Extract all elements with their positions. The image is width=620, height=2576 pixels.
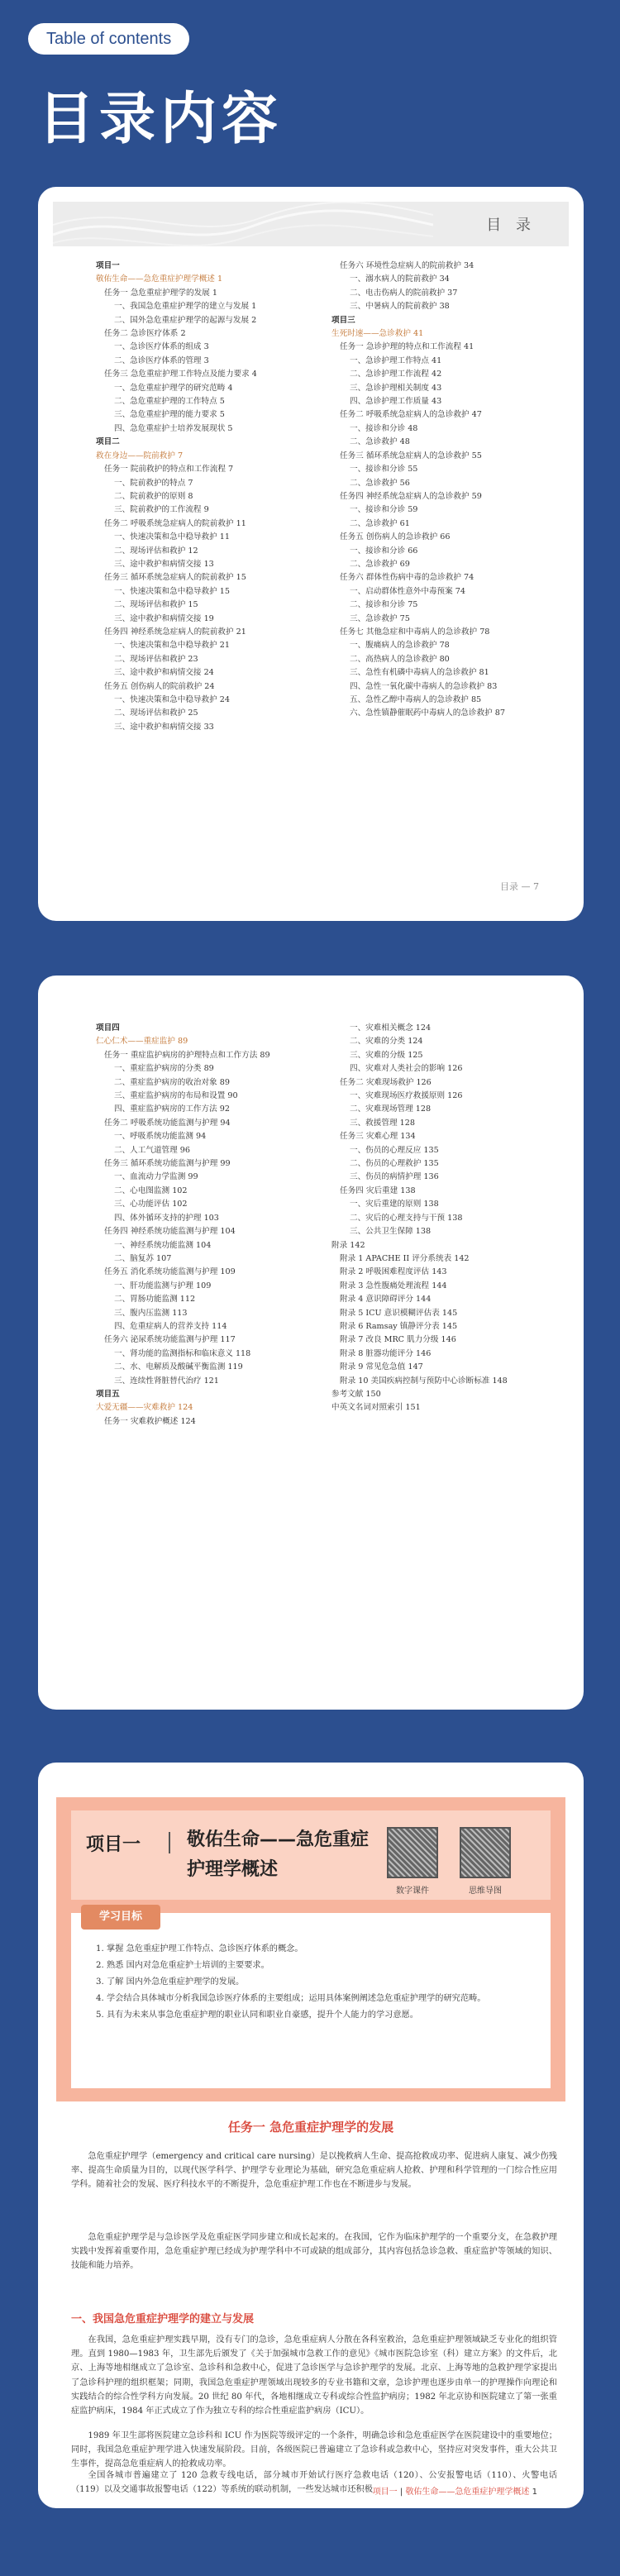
toc-entry[interactable]: 一、呼吸系统功能监测 94: [114, 1132, 207, 1142]
toc-entry[interactable]: 四、急诊护理工作质量 43: [350, 397, 442, 407]
toc-entry[interactable]: 二、急诊救护 61: [350, 518, 410, 528]
toc-entry[interactable]: 项目三: [331, 315, 355, 325]
toc-entry[interactable]: 任务二 呼吸系统急症病人的院前救护 11: [104, 518, 246, 528]
toc-entry[interactable]: 参考文献 150: [331, 1389, 381, 1399]
toc-entry[interactable]: 二、现场评估和救护 23: [114, 654, 198, 664]
toc-entry[interactable]: 任务一 急危重症护理学的发展 1: [104, 288, 217, 298]
toc-entry[interactable]: 一、急诊医疗体系的组成 3: [114, 342, 209, 352]
toc-entry[interactable]: 附录 5 ICU 意识模糊评估表 145: [340, 1308, 458, 1318]
chapter-header: [56, 1797, 565, 2101]
toc-entry[interactable]: 三、心功能评估 102: [114, 1200, 188, 1209]
toc-entry[interactable]: 一、灾难相关概念 124: [350, 1023, 432, 1033]
toc-entry[interactable]: 任务四 神经系统急症病人的急诊救护 59: [340, 491, 482, 501]
toc-entry[interactable]: 一、快速决策和急中稳导救护 15: [114, 586, 230, 596]
paragraph: 在我国，急危重症护理实践早期，没有专门的急诊，急危重症病人分散在各科室救治，急危重症护理领域缺乏专业化的组织管理。直到 1980—1983 年，卫生部先后颁发了《关于加强城市急救工作的意见》《城市医院急诊室（科）建立方案》的文件后，北京、上海等地相继成立了急诊室、急诊科和急救中心，促进了急诊医学与急诊护理学的发展。北京、上海等地的急救护理学家提出了急诊科护理的组织框架；同期，我国急危重症护理领域出现较多的专业书籍和文章，急诊护理也逐步由单一的护理操作向理论和实践结合的综合性学科方向发展。20 世纪 80 年代，各地相继成立专科或综合性监护病房；1982 年北京协和医院建立了第一张重症监护病床，1984 年正式成立了作为独立专科的综合性重症监护病房（ICU）。: [71, 2335, 557, 2416]
toc-entry[interactable]: 三、腹内压监测 113: [114, 1308, 188, 1318]
toc-entry[interactable]: 三、重症监护病房的布局和设置 90: [114, 1091, 238, 1101]
task-title: 任务一 急危重症护理学的发展: [227, 2120, 394, 2135]
toc-entry[interactable]: 任务三 急危重症护理工作特点及能力要求 4: [104, 370, 257, 379]
toc-entry[interactable]: 二、接诊和分诊 75: [350, 600, 418, 610]
toc-entry[interactable]: 任务四 神经系统功能监测与护理 104: [104, 1227, 236, 1237]
toc-entry[interactable]: 二、高热病人的急诊救护 80: [350, 654, 450, 664]
toc-entry[interactable]: 三、连续性肾脏替代治疗 121: [114, 1376, 219, 1386]
footer-page-number: 1: [532, 2488, 537, 2497]
toc-entry[interactable]: 二、心电图监测 102: [114, 1185, 188, 1195]
toc-badge: Table of contents: [28, 23, 189, 55]
toc-entry[interactable]: 四、危重症病人的营养支持 114: [114, 1321, 227, 1331]
chapter-page: [38, 1763, 584, 2508]
toc-header-band: [53, 202, 569, 246]
chapter-footer: 项目一 | 敬佑生命——急危重症护理学概述 1: [372, 2488, 537, 2497]
toc-entry[interactable]: 任务六 群体性伤病中毒的急诊救护 74: [340, 573, 475, 583]
toc-entry[interactable]: 一、接诊和分诊 59: [350, 505, 418, 515]
toc-entry[interactable]: 二、伤员的心理救护 135: [350, 1159, 439, 1169]
toc-entry[interactable]: 仁心仁术——重症监护 89: [96, 1037, 188, 1047]
toc-entry[interactable]: 一、启动群体性意外中毒预案 74: [350, 586, 465, 596]
paragraph: 1989 年卫生部将医院建立急诊科和 ICU 作为医院等级评定的一个条件，明确急诊和急危重症医学在医院建设中的重要地位；同时，我国急危重症护理学进入快速发展阶段。目前，各级医院已普遍建立了急诊科或急救中心，坚持应对突发事件，重大公共卫生事件，提高急危重症病人的抢救成功率。: [71, 2431, 557, 2469]
toc-entry[interactable]: 二、胃肠功能监测 112: [114, 1295, 196, 1305]
toc-entry[interactable]: 二、现场评估和救护 15: [114, 600, 198, 610]
toc-entry[interactable]: 二、现场评估和救护 25: [114, 708, 198, 718]
page-footer: 目录 — 7: [500, 881, 539, 892]
toc-entry[interactable]: 中英文名词对照索引 151: [331, 1403, 421, 1413]
toc-entry[interactable]: 二、急危重症护理的工作特点 5: [114, 397, 225, 407]
toc-entry[interactable]: 二、现场评估和救护 12: [114, 546, 198, 556]
toc-entry[interactable]: 三、途中救护和病情交接 24: [114, 668, 214, 678]
toc-entry[interactable]: 一、神经系统功能监测 104: [114, 1240, 212, 1250]
toc-entry[interactable]: 任务七 其他急症和中毒病人的急诊救护 78: [340, 627, 490, 637]
toc-entry[interactable]: 六、急性镇静催眠药中毒病人的急诊救护 87: [350, 708, 505, 718]
toc-entry[interactable]: 三、救援管理 128: [350, 1118, 415, 1128]
toc-entry[interactable]: 三、中暑病人的院前救护 38: [350, 302, 450, 312]
learning-goals-tag: 学习目标: [81, 1905, 160, 1930]
toc-column-right: [323, 1022, 551, 1429]
toc-entry[interactable]: 任务五 消化系统功能监测与护理 109: [104, 1267, 236, 1277]
toc-entry[interactable]: 任务四 灾后重建 138: [340, 1185, 416, 1195]
qr-label: 数字课件: [396, 1887, 429, 1896]
toc-entry[interactable]: 四、体外循环支持的护理 103: [114, 1213, 219, 1223]
toc-entry[interactable]: 二、灾难的分类 124: [350, 1037, 423, 1047]
toc-entry[interactable]: 任务一 重症监护病房的护理特点和工作方法 89: [104, 1050, 270, 1060]
chapter-project: 项目一: [86, 1834, 141, 1855]
toc-entry[interactable]: 四、急危重症护士培养发展现状 5: [114, 423, 233, 433]
qr-label: 思维导图: [469, 1887, 502, 1896]
paragraph: 急危重症护理学是与急诊医学及危重症医学同步建立和成长起来的。在我国，它作为临床护理学的一个重要分支，在急救护理实践中发挥着重要作用，急危重症护理已经成为护理学科中不可或缺的组成部分，其内容包括急诊急救、重症监护等领域的知识、技能和能力培养。: [71, 2233, 557, 2271]
decorative-swirl: [53, 202, 433, 246]
toc-entry[interactable]: 二、脑复苏 107: [114, 1253, 172, 1263]
toc-entry[interactable]: 四、灾难对人类社会的影响 126: [350, 1064, 463, 1074]
toc-entry[interactable]: 一、重症监护病房的分类 89: [114, 1064, 214, 1074]
toc-entry[interactable]: 附录 9 常见危急值 147: [340, 1362, 423, 1372]
toc-entry[interactable]: 二、水、电解质及酸碱平衡监测 119: [114, 1362, 243, 1372]
toc-entry[interactable]: 一、我国急危重症护理学的建立与发展 1: [114, 302, 257, 312]
toc-entry[interactable]: 二、灾难现场管理 128: [350, 1104, 432, 1114]
toc-entry[interactable]: 一、快速决策和急中稳导救护 24: [114, 695, 230, 704]
toc-entry[interactable]: 三、急性有机磷中毒病人的急诊救护 81: [350, 668, 489, 678]
toc-entry[interactable]: 附录 2 呼吸困难程度评估 143: [340, 1267, 447, 1277]
toc-entry[interactable]: 一、溺水病人的院前救护 34: [350, 274, 450, 284]
divider: [169, 1832, 170, 1853]
toc-entry[interactable]: 二、急诊救护 56: [350, 478, 410, 488]
footer-project: 项目一: [372, 2488, 398, 2497]
toc-entry[interactable]: 项目四: [96, 1023, 120, 1033]
toc-entry[interactable]: 四、急性一氧化碳中毒病人的急诊救护 83: [350, 681, 498, 691]
toc-entry[interactable]: 二、国外急危重症护理学的起源与发展 2: [114, 315, 257, 325]
toc-entry[interactable]: 五、急性乙醇中毒病人的急诊救护 85: [350, 695, 482, 704]
toc-entry[interactable]: 任务二 呼吸系统功能监测与护理 94: [104, 1118, 231, 1128]
toc-entry[interactable]: 一、接诊和分诊 55: [350, 465, 418, 475]
toc-entry[interactable]: 任务三 循环系统急症病人的院前救护 15: [104, 573, 246, 583]
toc-entry[interactable]: 附录 3 急性腹痛处理流程 144: [340, 1281, 447, 1290]
toc-entry[interactable]: 一、肝功能监测与护理 109: [114, 1281, 212, 1290]
goal-item: 4. 学会结合具体城市分析我国急诊医疗体系的主要组成；运用具体案例阐述急危重症护理学的研究范畴。: [96, 1994, 486, 2003]
toc-entry[interactable]: 三、急危重症护理的能力要求 5: [114, 410, 225, 420]
toc-entry[interactable]: 二、电击伤病人的院前救护 37: [350, 288, 458, 298]
toc-entry[interactable]: 一、急诊护理工作特点 41: [350, 355, 442, 365]
toc-entry[interactable]: 任务六 泌尿系统功能监测与护理 117: [104, 1335, 236, 1345]
toc-column-right: [323, 260, 551, 734]
page-title: 目录内容: [38, 87, 284, 152]
goal-item: 3. 了解 国内外急危重症护理学的发展。: [96, 1977, 245, 1987]
toc-entry[interactable]: 任务一 急诊护理的特点和工作流程 41: [340, 342, 475, 352]
toc-entry[interactable]: 附录 1 APACHE II 评分系统表 142: [340, 1253, 470, 1263]
toc-entry[interactable]: 一、腹痛病人的急诊救护 78: [350, 641, 450, 651]
toc-entry[interactable]: 任务五 创伤病人的院前救护 24: [104, 681, 215, 691]
toc-entry[interactable]: 二、急诊护理工作流程 42: [350, 370, 442, 379]
toc-column-left: [96, 1022, 323, 1429]
toc-entry[interactable]: 一、快速决策和急中稳导救护 11: [114, 532, 230, 542]
toc-entry[interactable]: 项目二: [96, 437, 120, 447]
footer-chapter: 敬佑生命——急危重症护理学概述: [405, 2488, 530, 2497]
toc-entry[interactable]: 一、伤员的心理反应 135: [350, 1145, 439, 1155]
toc-entry[interactable]: 任务五 创伤病人的急诊救护 66: [340, 532, 451, 542]
toc-entry[interactable]: 三、公共卫生保障 138: [350, 1227, 432, 1237]
toc-entry[interactable]: 二、急诊救护 48: [350, 437, 410, 447]
toc-entry[interactable]: 项目一: [96, 261, 120, 270]
paragraph: 急危重症护理学（emergency and critical care nursing）是以挽救病人生命、提高抢救成功率、促进病人康复、减少伤残率、提高生命质量为目的，以现代医学科学、护理学专业理论为基础，研究急危重症病人抢救、护理和科学管理的一门综合性应用学科。随着社会的发展、医疗科技水平的不断提升，急危重症护理工作也在不断进步与发展。: [71, 2152, 557, 2190]
goal-item: 2. 熟悉 国内对急危重症护士培训的主要要求。: [96, 1961, 269, 1970]
toc-entry[interactable]: 三、途中救护和病情交接 19: [114, 613, 214, 623]
toc-entry[interactable]: 任务三 灾难心理 134: [340, 1132, 416, 1142]
toc-entry[interactable]: 一、灾难现场医疗救援原则 126: [350, 1091, 463, 1101]
toc-entry[interactable]: 一、肾功能的监测指标和临床意义 118: [114, 1348, 251, 1358]
goal-item: 5. 具有为未来从事急危重症护理的职业认同和职业自豪感，提升个人能力的学习意愿。: [96, 2011, 418, 2020]
toc-entry[interactable]: 三、急诊护理相关制度 43: [350, 383, 442, 393]
qr-code-icon[interactable]: [460, 1827, 511, 1878]
toc-entry[interactable]: 二、重症监护病房的收治对象 89: [114, 1077, 230, 1087]
toc-entry[interactable]: 任务二 灾难现场救护 126: [340, 1077, 432, 1087]
toc-entry[interactable]: 一、接诊和分诊 66: [350, 546, 418, 556]
toc-entry[interactable]: 任务一 灾难救护概述 124: [104, 1416, 196, 1426]
toc-entry[interactable]: 附录 8 脏器功能评分 146: [340, 1348, 432, 1358]
toc-entry[interactable]: 附录 142: [331, 1240, 365, 1250]
toc-entry[interactable]: 三、灾难的分级 125: [350, 1050, 423, 1060]
toc-entry[interactable]: 二、院前救护的原则 8: [114, 491, 193, 501]
toc-entry[interactable]: 附录 10 美国疾病控制与预防中心诊断标准 148: [340, 1376, 508, 1386]
toc-entry[interactable]: 三、途中救护和病情交接 13: [114, 559, 214, 569]
toc-page-2: [38, 976, 584, 1710]
toc-entry[interactable]: 任务四 神经系统急症病人的院前救护 21: [104, 627, 246, 637]
toc-entry[interactable]: 任务六 环境性急症病人的院前救护 34: [340, 261, 475, 270]
toc-entry[interactable]: 附录 4 意识障碍评分 144: [340, 1295, 432, 1305]
toc-entry[interactable]: 三、急诊救护 75: [350, 613, 410, 623]
learning-goals-box: [71, 1913, 551, 2088]
toc-entry[interactable]: 三、伤员的病情护理 136: [350, 1172, 439, 1182]
toc-entry[interactable]: 任务三 循环系统急症病人的急诊救护 55: [340, 451, 482, 460]
paragraph: 全国各城市普遍建立了 120 急救专线电话，部分城市开始试行医疗急救电话（120）、公安报警电话（110）、火警电话（119）以及交通事故报警电话（122）等系统的联动机制，一些发达城市还积极: [71, 2471, 557, 2495]
toc-entry[interactable]: 一、急危重症护理学的研究范畴 4: [114, 383, 233, 393]
toc-entry[interactable]: 四、重症监护病房的工作方法 92: [114, 1104, 230, 1114]
goal-item: 1. 掌握 急危重症护理工作特点、急诊医疗体系的概念。: [96, 1944, 303, 1953]
toc-entry[interactable]: 二、人工气道管理 96: [114, 1145, 191, 1155]
toc-entry[interactable]: 二、灾后的心理支持与干预 138: [350, 1213, 463, 1223]
toc-entry[interactable]: 附录 6 Ramsay 镇静评分表 145: [340, 1321, 458, 1331]
toc-label: 目 录: [486, 217, 536, 234]
toc-entry[interactable]: 一、快速决策和急中稳导救护 21: [114, 641, 230, 651]
toc-entry[interactable]: 任务二 呼吸系统急症病人的急诊救护 47: [340, 410, 482, 420]
toc-entry[interactable]: 附录 7 改良 MRC 肌力分级 146: [340, 1335, 456, 1345]
toc-entry[interactable]: 三、院前救护的工作流程 9: [114, 505, 209, 515]
toc-entry[interactable]: 生死时速——急诊救护 41: [331, 329, 424, 339]
chapter-name: 敬佑生命——急危重症护理学概述: [187, 1829, 370, 1880]
toc-entry[interactable]: 一、接诊和分诊 48: [350, 423, 418, 433]
toc-entry[interactable]: 任务三 循环系统功能监测与护理 99: [104, 1159, 231, 1169]
toc-entry[interactable]: 一、灾后重建的原则 138: [350, 1200, 439, 1209]
toc-entry[interactable]: 一、血流动力学监测 99: [114, 1172, 198, 1182]
toc-entry[interactable]: 一、院前救护的特点 7: [114, 478, 193, 488]
toc-entry[interactable]: 二、急诊医疗体系的管理 3: [114, 355, 209, 365]
toc-entry[interactable]: 三、途中救护和病情交接 33: [114, 722, 214, 732]
toc-entry[interactable]: 任务二 急诊医疗体系 2: [104, 329, 186, 339]
toc-entry[interactable]: 大爱无疆——灾难救护 124: [96, 1403, 193, 1413]
toc-page-1: [38, 187, 584, 921]
toc-column-left: [96, 260, 323, 734]
toc-entry[interactable]: 二、急诊救护 69: [350, 559, 410, 569]
toc-entry[interactable]: 项目五: [96, 1389, 120, 1399]
qr-code-icon[interactable]: [387, 1827, 438, 1878]
toc-entry[interactable]: 敬佑生命——急危重症护理学概述 1: [96, 274, 223, 284]
toc-entry[interactable]: 任务一 院前救护的特点和工作流程 7: [104, 465, 234, 475]
section-heading: 一、我国急危重症护理学的建立与发展: [71, 2313, 255, 2326]
chapter-title-row: [71, 1810, 551, 1900]
toc-entry[interactable]: 救在身边——院前救护 7: [96, 451, 184, 460]
